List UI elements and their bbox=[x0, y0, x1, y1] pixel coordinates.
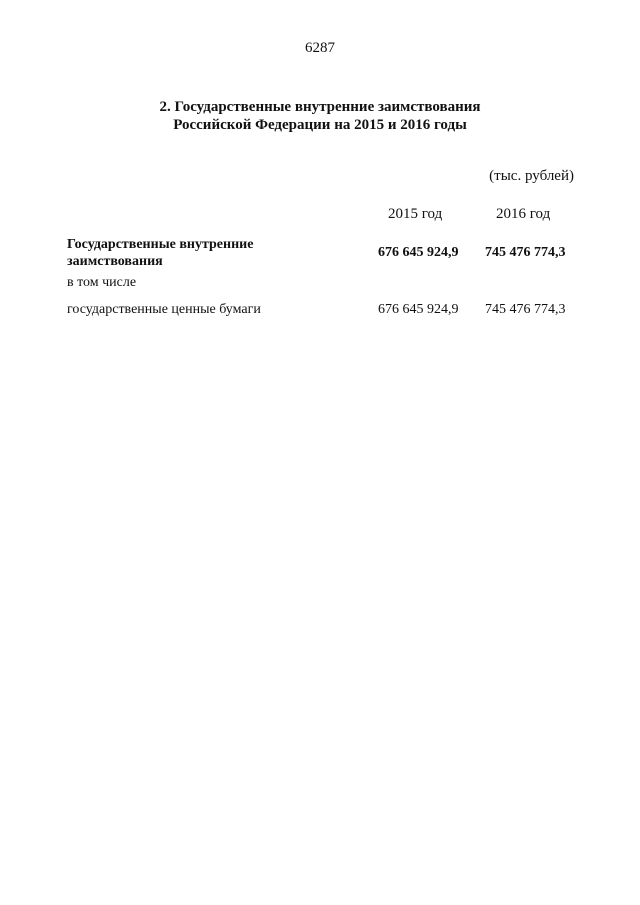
section-title bbox=[100, 98, 540, 134]
value-securities-2015: 676 645 924,9 bbox=[378, 302, 459, 317]
section-title-line-2: Российской Федерации на 2015 и 2016 годы bbox=[173, 117, 467, 133]
row-label-line-2: заимствования bbox=[67, 254, 163, 269]
value-total-2015: 676 645 924,9 bbox=[378, 245, 459, 260]
page-number: 6287 bbox=[305, 40, 335, 56]
row-label-government-securities: государственные ценные бумаги bbox=[67, 302, 261, 317]
row-label-line-1: Государственные внутренние bbox=[67, 237, 254, 252]
value-securities-2016: 745 476 774,3 bbox=[485, 302, 566, 317]
row-label-total-borrowings bbox=[67, 236, 327, 270]
column-header-2015: 2015 год bbox=[388, 206, 443, 222]
row-label-including: в том числе bbox=[67, 275, 137, 290]
column-header-2016: 2016 год bbox=[496, 206, 551, 222]
units-label: (тыс. рублей) bbox=[489, 168, 574, 184]
section-title-line-1: 2. Государственные внутренние заимствования bbox=[159, 99, 481, 115]
value-total-2016: 745 476 774,3 bbox=[485, 245, 566, 260]
